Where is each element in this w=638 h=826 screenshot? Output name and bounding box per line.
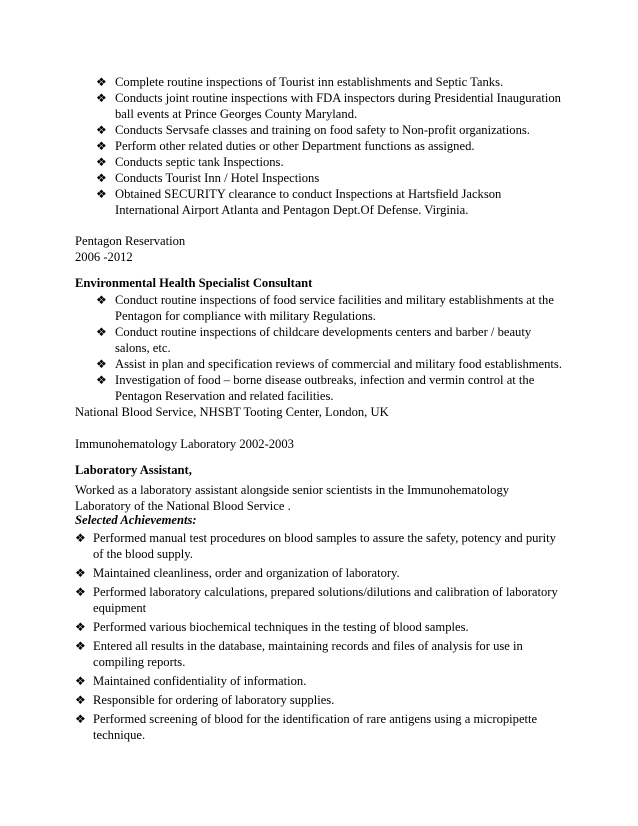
list-item: ❖ Responsible for ordering of laboratory supplies. [75, 693, 335, 707]
diamond-bullet-icon: ❖ [75, 585, 86, 599]
list-item: ❖ Investigation of food – borne disease outbreaks, infection and vermin control at the Pentagon Reservation and related facilities. [96, 373, 535, 403]
diamond-bullet-icon: ❖ [75, 639, 86, 653]
job-dates: 2006 -2012 [75, 250, 133, 264]
list-item: ❖ Maintained confidentiality of information. [75, 674, 307, 688]
diamond-bullet-icon: ❖ [96, 171, 107, 185]
list-item: ❖ Complete routine inspections of Tourist inn establishments and Septic Tanks. [96, 75, 504, 89]
inspection-duties-list [96, 74, 566, 218]
diamond-bullet-icon: ❖ [96, 373, 107, 387]
diamond-bullet-icon: ❖ [96, 187, 107, 201]
diamond-bullet-icon: ❖ [96, 155, 107, 169]
list-item: ❖ Conducts Servsafe classes and training on food safety to Non-profit organizations. [96, 123, 530, 137]
job-title: Environmental Health Specialist Consultant [75, 276, 313, 290]
job-summary-line: Worked as a laboratory assistant alongside senior scientists in the Immunohematology [75, 483, 510, 497]
diamond-bullet-icon: ❖ [96, 123, 107, 137]
diamond-bullet-icon: ❖ [96, 325, 107, 339]
diamond-bullet-icon: ❖ [96, 293, 107, 307]
list-item: ❖ Conduct routine inspections of childcare developments centers and barber / beauty salons, etc. [96, 325, 532, 355]
job-summary-line: Laboratory of the National Blood Service . [75, 499, 291, 513]
diamond-bullet-icon: ❖ [96, 91, 107, 105]
department: Immunohematology Laboratory 2002-2003 [75, 437, 294, 451]
employer-pentagon: Pentagon Reservation [75, 234, 186, 248]
list-item: ❖ Performed various biochemical techniques in the testing of blood samples. [75, 620, 469, 634]
job-title: Laboratory Assistant, [75, 463, 192, 477]
diamond-bullet-icon: ❖ [75, 674, 86, 688]
list-item: ❖ Performed screening of blood for the identification of rare antigens using a micropipette technique. [75, 712, 538, 742]
list-item: ❖ Conducts Tourist Inn / Hotel Inspections [96, 171, 320, 185]
consultant-duties-list [96, 292, 566, 404]
diamond-bullet-icon: ❖ [75, 712, 86, 726]
list-item: ❖ Performed laboratory calculations, prepared solutions/dilutions and calibration of laboratory equipment [75, 585, 558, 615]
list-item: ❖ Entered all results in the database, maintaining records and files of analysis for use in compiling reports. [75, 639, 523, 669]
list-item: ❖ Perform other related duties or other Department functions as assigned. [96, 139, 475, 153]
list-item: ❖ Assist in plan and specification reviews of commercial and military food establishments. [96, 357, 562, 371]
list-item: ❖ Obtained SECURITY clearance to conduct Inspections at Hartsfield Jackson International Airport Atlanta and Pentagon Dept.Of Defense. Virginia. [96, 187, 502, 217]
list-item: ❖ Conduct routine inspections of food service facilities and military establishments at the Pentagon for compliance with military Regulations. [96, 293, 554, 323]
diamond-bullet-icon: ❖ [75, 693, 86, 707]
achievements-heading: Selected Achievements: [75, 513, 197, 527]
diamond-bullet-icon: ❖ [75, 531, 86, 545]
list-item: ❖ Conducts joint routine inspections with FDA inspectors during Presidential Inauguration ball events at Prince Georges County Maryland. [96, 91, 561, 121]
list-item: ❖ Conducts septic tank Inspections. [96, 155, 284, 169]
diamond-bullet-icon: ❖ [96, 139, 107, 153]
diamond-bullet-icon: ❖ [75, 566, 86, 580]
achievements-list [75, 530, 565, 746]
diamond-bullet-icon: ❖ [96, 357, 107, 371]
list-item: ❖ Maintained cleanliness, order and organization of laboratory. [75, 566, 400, 580]
list-item: ❖ Performed manual test procedures on blood samples to assure the safety, potency and purity of the blood supply. [75, 531, 556, 561]
employer-nhsbt: National Blood Service, NHSBT Tooting Center, London, UK [75, 405, 389, 419]
diamond-bullet-icon: ❖ [75, 620, 86, 634]
diamond-bullet-icon: ❖ [96, 75, 107, 89]
